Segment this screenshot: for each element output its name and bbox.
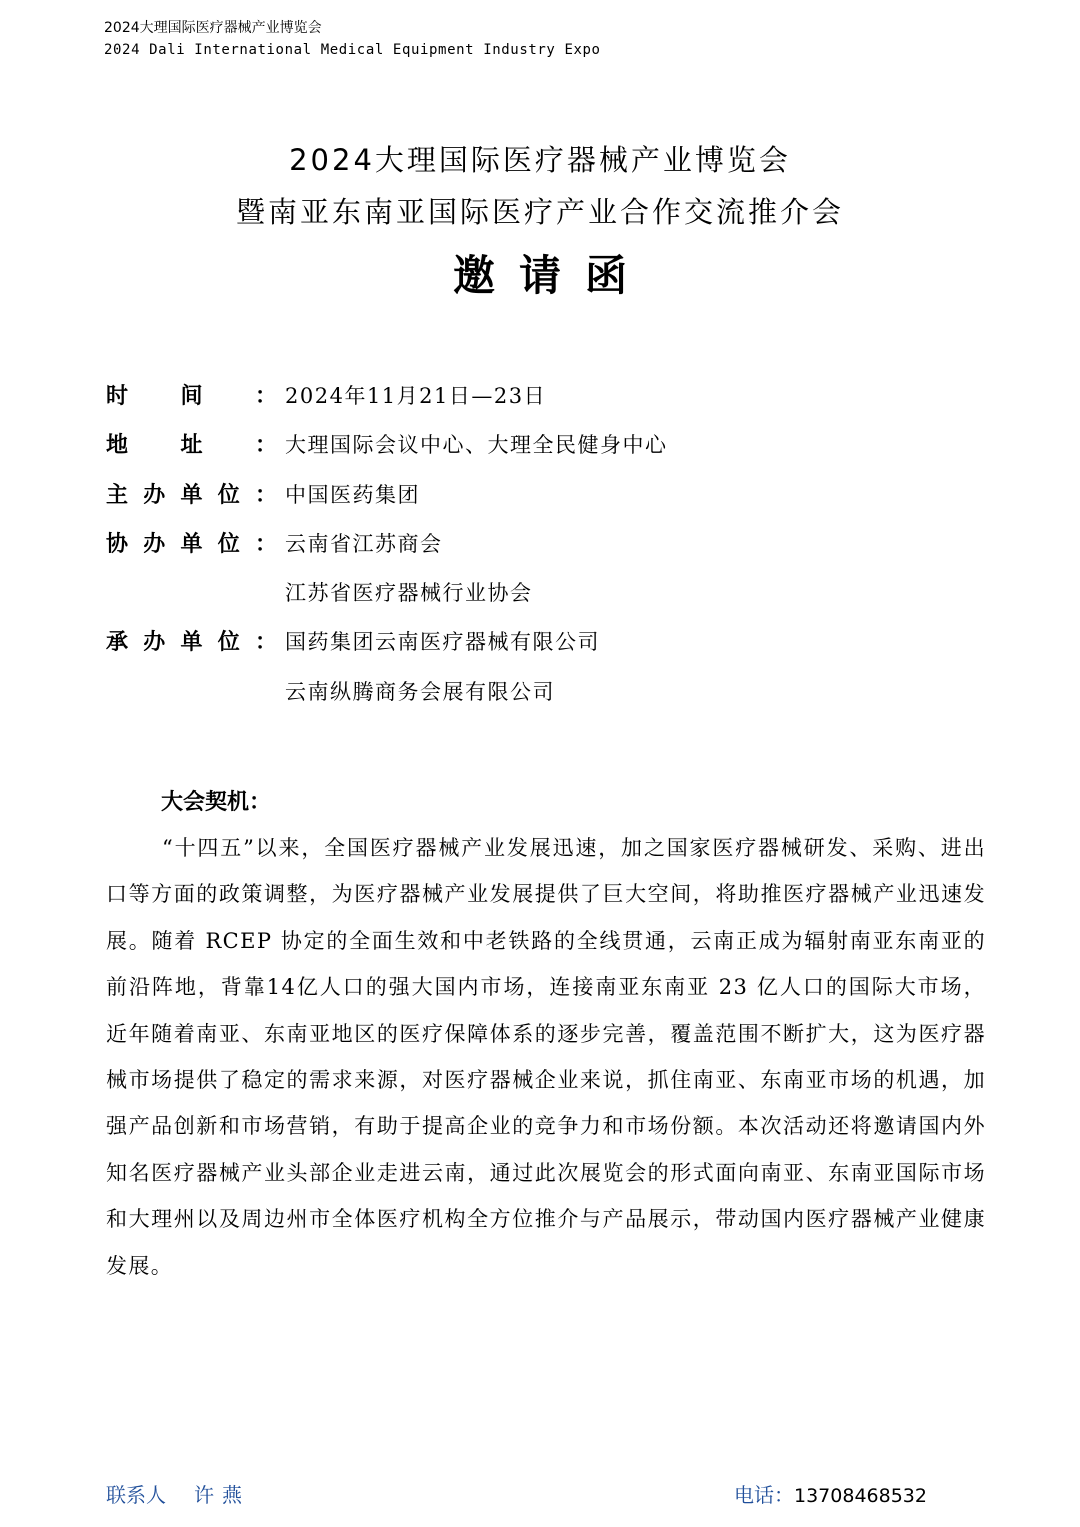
info-label xyxy=(106,372,285,421)
title-line-1: 2024大理国际医疗器械产业博览会 xyxy=(289,143,791,177)
section-heading: 大会契机： xyxy=(161,790,272,815)
info-values xyxy=(285,520,986,619)
phone-label: 电话： xyxy=(734,1483,794,1507)
event-info-table xyxy=(106,372,986,717)
info-label xyxy=(106,618,285,667)
info-value: 中国医药集团 xyxy=(285,482,420,507)
info-values xyxy=(285,618,986,717)
title-line-2: 暨南亚东南亚国际医疗产业合作交流推介会 xyxy=(235,195,844,229)
info-label-text: 时 间 ： xyxy=(106,384,277,409)
info-value: 云南省江苏商会 xyxy=(285,531,443,556)
info-value: 国药集团云南医疗器械有限公司 xyxy=(285,630,600,655)
info-value: 大理国际会议中心、大理全民健身中心 xyxy=(285,433,668,458)
header-title-zh: 2024大理国际医疗器械产业博览会 xyxy=(104,20,322,36)
info-label-text: 承 办 单 位 ： xyxy=(106,630,277,656)
info-value: 2024年11月21日—23日 xyxy=(285,384,547,408)
info-label-text: 主 办 单 位 ： xyxy=(106,482,277,508)
section-body: “十四五”以来，全国医疗器械产业发展迅速，加之国家医疗器械研发、采购、进出口等方面的政策调整，为医疗器械产业发展提供了巨大空间，将助推医疗器械产业迅速发展。随着 RCEP 协定的全面生效和中老铁路的全线贯通，云南正成为辐射南亚东南亚的前沿阵地，背靠14亿人口的强大国内市场，连接南亚东南亚 23 亿人口的国际大市场，近年随着南亚、东南亚地区的医疗保障体系的逐步完善，覆盖范围不断扩大，这为医疗器械市场提供了稳定的需求来源，对医疗器械企业来说，抓住南亚、东南亚市场的机遇，加强产品创新和市场营销，有助于提高企业的竞争力和市场份额。本次活动还将邀请国内外知名医疗器械产业头部企业走进云南，通过此次展览会的形式面向南亚、东南亚国际市场和大理州以及周边州市全体医疗机构全方位推介与产品展示，带动国内医疗器械产业健康发展。 xyxy=(106,836,986,1278)
phone-number: 13708468532 xyxy=(794,1485,927,1507)
info-values xyxy=(285,421,986,470)
info-row xyxy=(106,372,986,421)
header-title-en: 2024 Dali International Medical Equipment Industry Expo xyxy=(104,42,601,58)
invitation-title: 邀请函 xyxy=(452,251,651,300)
info-label-text: 协 办 单 位 ： xyxy=(106,531,277,557)
contact-phone xyxy=(734,1478,927,1513)
info-row xyxy=(106,520,986,619)
info-label xyxy=(106,520,285,569)
info-value: 云南纵腾商务会展有限公司 xyxy=(285,679,555,704)
contact-footer xyxy=(106,1478,986,1512)
page-header xyxy=(104,18,1004,60)
info-value: 江苏省医疗器械行业协会 xyxy=(285,581,533,606)
info-label xyxy=(106,421,285,470)
info-row xyxy=(106,421,986,470)
info-row xyxy=(106,618,986,717)
info-values xyxy=(285,471,986,520)
contact-label: 联系人 xyxy=(106,1483,166,1507)
contact-person xyxy=(106,1478,250,1512)
contact-name: 许燕 xyxy=(194,1483,250,1507)
info-row xyxy=(106,471,986,520)
title-block xyxy=(0,134,1080,306)
info-values xyxy=(285,372,986,421)
info-label-text: 地 址 ： xyxy=(106,433,277,459)
info-label xyxy=(106,471,285,520)
